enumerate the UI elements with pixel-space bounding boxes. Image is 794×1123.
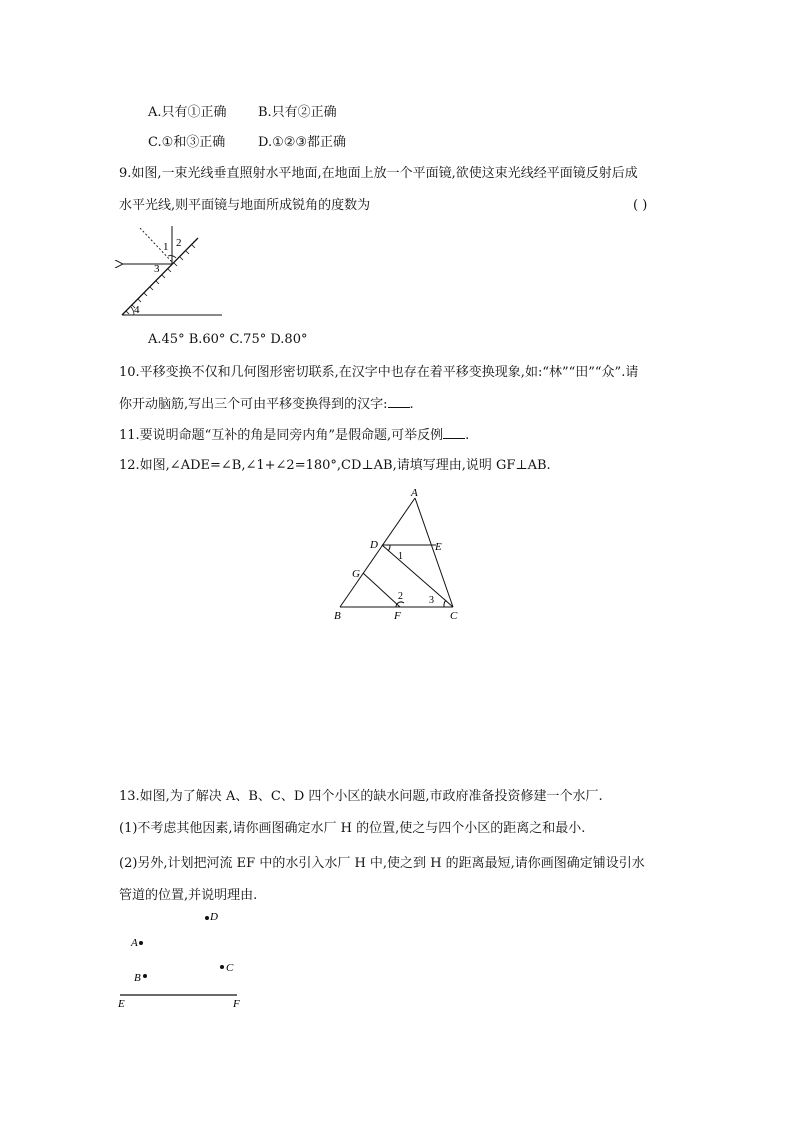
q9-options: A.45° B.60° C.75° D.80° bbox=[148, 332, 308, 347]
q11-text bbox=[119, 426, 469, 445]
q8-option-c: C.①和③正确 bbox=[148, 135, 226, 150]
q9-label-4: 4 bbox=[134, 304, 140, 316]
q13-point-c bbox=[220, 965, 224, 969]
q13-point-d bbox=[205, 916, 209, 920]
q10-text-line1: 10.平移变换不仅和几何图形密切联系,在汉字中也存在着平移变换现象,如:“林”“田”“众”.请 bbox=[119, 365, 639, 380]
q13-label-c: C bbox=[226, 962, 234, 974]
q13-label-a: A bbox=[131, 937, 138, 949]
q13-label-e: E bbox=[118, 998, 125, 1010]
q12-label-f: F bbox=[394, 610, 401, 622]
q13-points-figure bbox=[112, 905, 262, 1010]
q9-text-line2: 水平光线,则平面镜与地面所成锐角的度数为 bbox=[119, 198, 371, 213]
q12-label-g: G bbox=[352, 568, 360, 580]
q12-label-c: C bbox=[450, 610, 458, 622]
q13-label-b: B bbox=[134, 972, 141, 984]
q8-option-b: B.只有②正确 bbox=[258, 105, 337, 120]
q13-text-line3: (2)另外,计划把河流 EF 中的水引入水厂 H 中,使之到 H 的距离最短,请你画图确定铺设引水 bbox=[119, 856, 645, 871]
q12-label-1: 1 bbox=[398, 551, 403, 562]
q10-answer-blank[interactable] bbox=[388, 395, 410, 408]
q10-text-line2-prefix: 你开动脑筋,写出三个可由平移变换得到的汉字: bbox=[119, 397, 388, 412]
q12-text: 12.如图,∠ADE=∠B,∠1+∠2=180°,CD⊥AB,请填写理由,说明 GF⊥AB. bbox=[119, 458, 551, 473]
q9-mirror-figure bbox=[110, 224, 230, 320]
q12-label-b: B bbox=[334, 610, 341, 622]
q10-text-line2-suffix: . bbox=[409, 397, 414, 412]
q9-label-1: 1 bbox=[163, 241, 169, 253]
q9-label-2: 2 bbox=[176, 237, 182, 249]
q12-label-2: 2 bbox=[398, 591, 403, 602]
q8-option-d: D.①②③都正确 bbox=[258, 135, 347, 150]
q13-text-line4: 管道的位置,并说明理由. bbox=[119, 888, 258, 903]
q13-point-b bbox=[143, 974, 147, 978]
q12-label-a: A bbox=[411, 487, 418, 499]
q9-answer-bracket: ( ) bbox=[633, 198, 648, 213]
q13-text-line2: (1)不考虑其他因素,请你画图确定水厂 H 的位置,使之与四个小区的距离之和最小. bbox=[119, 821, 586, 836]
q10-text-line2 bbox=[119, 395, 414, 414]
q13-point-a bbox=[139, 941, 143, 945]
q11-text-prefix: 11.要说明命题“互补的角是同旁内角”是假命题,可举反例 bbox=[119, 428, 444, 443]
q13-text-line1: 13.如图,为了解决 A、B、C、D 四个小区的缺水问题,市政府准备投资修建一个水厂. bbox=[119, 789, 603, 804]
q8-option-a: A.只有①正确 bbox=[148, 105, 227, 120]
q13-label-d: D bbox=[210, 911, 218, 923]
q12-label-3: 3 bbox=[429, 595, 434, 606]
q11-answer-blank[interactable] bbox=[443, 426, 465, 439]
q12-label-e: E bbox=[435, 541, 442, 553]
q11-text-suffix: . bbox=[465, 428, 470, 443]
q9-text-line1: 9.如图,一束光线垂直照射水平地面,在地面上放一个平面镜,欲使这束光线经平面镜反射后成 bbox=[119, 166, 638, 181]
q12-label-d: D bbox=[370, 539, 378, 551]
q9-label-3: 3 bbox=[154, 263, 160, 275]
q12-triangle-figure bbox=[326, 484, 476, 624]
q13-label-f: F bbox=[233, 998, 240, 1010]
